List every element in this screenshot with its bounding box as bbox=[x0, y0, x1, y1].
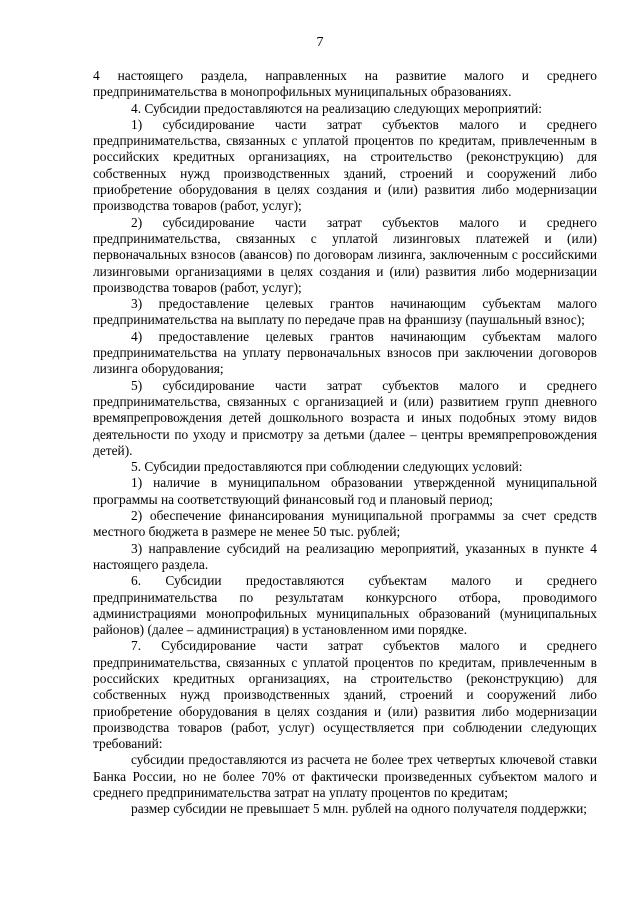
paragraph-requirement-2: размер субсидии не превышает 5 млн. рублей на одного получателя поддержки; bbox=[131, 801, 587, 817]
paragraph-item-7: 7. Субсидирование части затрат субъектов малого и среднего предпринимательства, связанных с уплатой процентов по кредитам, привлеченным в российских кредитных организациях, на строительство (реконструкцию) для собственных нужд производственных зданий, строений и сооружений либо приобретение оборудования в целях создания и (или) развития либо модернизации производства товаров (работ, услуг) осуществляется при соблюдении следующих требований: bbox=[93, 638, 597, 752]
paragraph-requirement-1: субсидии предоставляются из расчета не более трех четвертых ключевой ставки Банка России, но не более 70% от фактически произведенных субъектом малого и среднего предпринимательства затрат на уплату процентов по кредитам; bbox=[93, 752, 597, 801]
document-body bbox=[93, 68, 597, 818]
paragraph-item-4-1: 1) субсидирование части затрат субъектов малого и среднего предпринимательства, связанных с уплатой процентов по кредитам, привлеченным в российских кредитных организациях, на строительство (реконструкцию) для собственных нужд производственных зданий, строений и сооружений либо приобретение оборудования в целях создания и (или) развития либо модернизации производства товаров (работ, услуг); bbox=[93, 116, 597, 214]
paragraph-item-6: 6. Субсидии предоставляются субъектам малого и среднего предпринимательства по результатам конкурсного отбора, проводимого администрациями монопрофильных муниципальных образований (муниципальных районов) (далее – администрация) в установленном ими порядке. bbox=[93, 573, 597, 638]
paragraph-continuation: 4 настоящего раздела, направленных на развитие малого и среднего предпринимательства в монопрофильных муниципальных образованиях. bbox=[93, 68, 597, 100]
paragraph-item-4: 4. Субсидии предоставляются на реализацию следующих мероприятий: bbox=[131, 100, 542, 116]
paragraph-item-5-3: 3) направление субсидий на реализацию мероприятий, указанных в пункте 4 настоящего раздела. bbox=[93, 540, 597, 572]
page-number: 7 bbox=[316, 35, 324, 50]
paragraph-item-4-3: 3) предоставление целевых грантов начинающим субъектам малого предпринимательства на выплату по передаче прав на франшизу (паушальный взнос); bbox=[93, 296, 597, 328]
paragraph-item-5-1: 1) наличие в муниципальном образовании утвержденной муниципальной программы на соответствующий финансовый год и плановый период; bbox=[93, 475, 597, 507]
paragraph-item-4-2: 2) субсидирование части затрат субъектов малого и среднего предпринимательства, связанных с уплатой лизинговых платежей и (или) первоначальных взносов (авансов) по договорам лизинга, заключенным с российскими лизинговыми организациями в целях создания и (или) развития либо модернизации производства товаров (работ, услуг); bbox=[93, 214, 597, 295]
paragraph-item-5-2: 2) обеспечение финансирования муниципальной программы за счет средств местного бюджета в размере не менее 50 тыс. рублей; bbox=[93, 508, 597, 540]
paragraph-item-5: 5. Субсидии предоставляются при соблюдении следующих условий: bbox=[131, 459, 523, 475]
paragraph-item-4-4: 4) предоставление целевых грантов начинающим субъектам малого предпринимательства на уплату первоначальных взносов при заключении договоров лизинга оборудования; bbox=[93, 328, 597, 377]
paragraph-item-4-5: 5) субсидирование части затрат субъектов малого и среднего предпринимательства, связанных с организацией и (или) развитием групп дневного времяпрепровождения детей дошкольного возраста и иных подобных этому видов деятельности по уходу и присмотру за детьми (далее – центры времяпрепровождения детей). bbox=[93, 377, 597, 458]
